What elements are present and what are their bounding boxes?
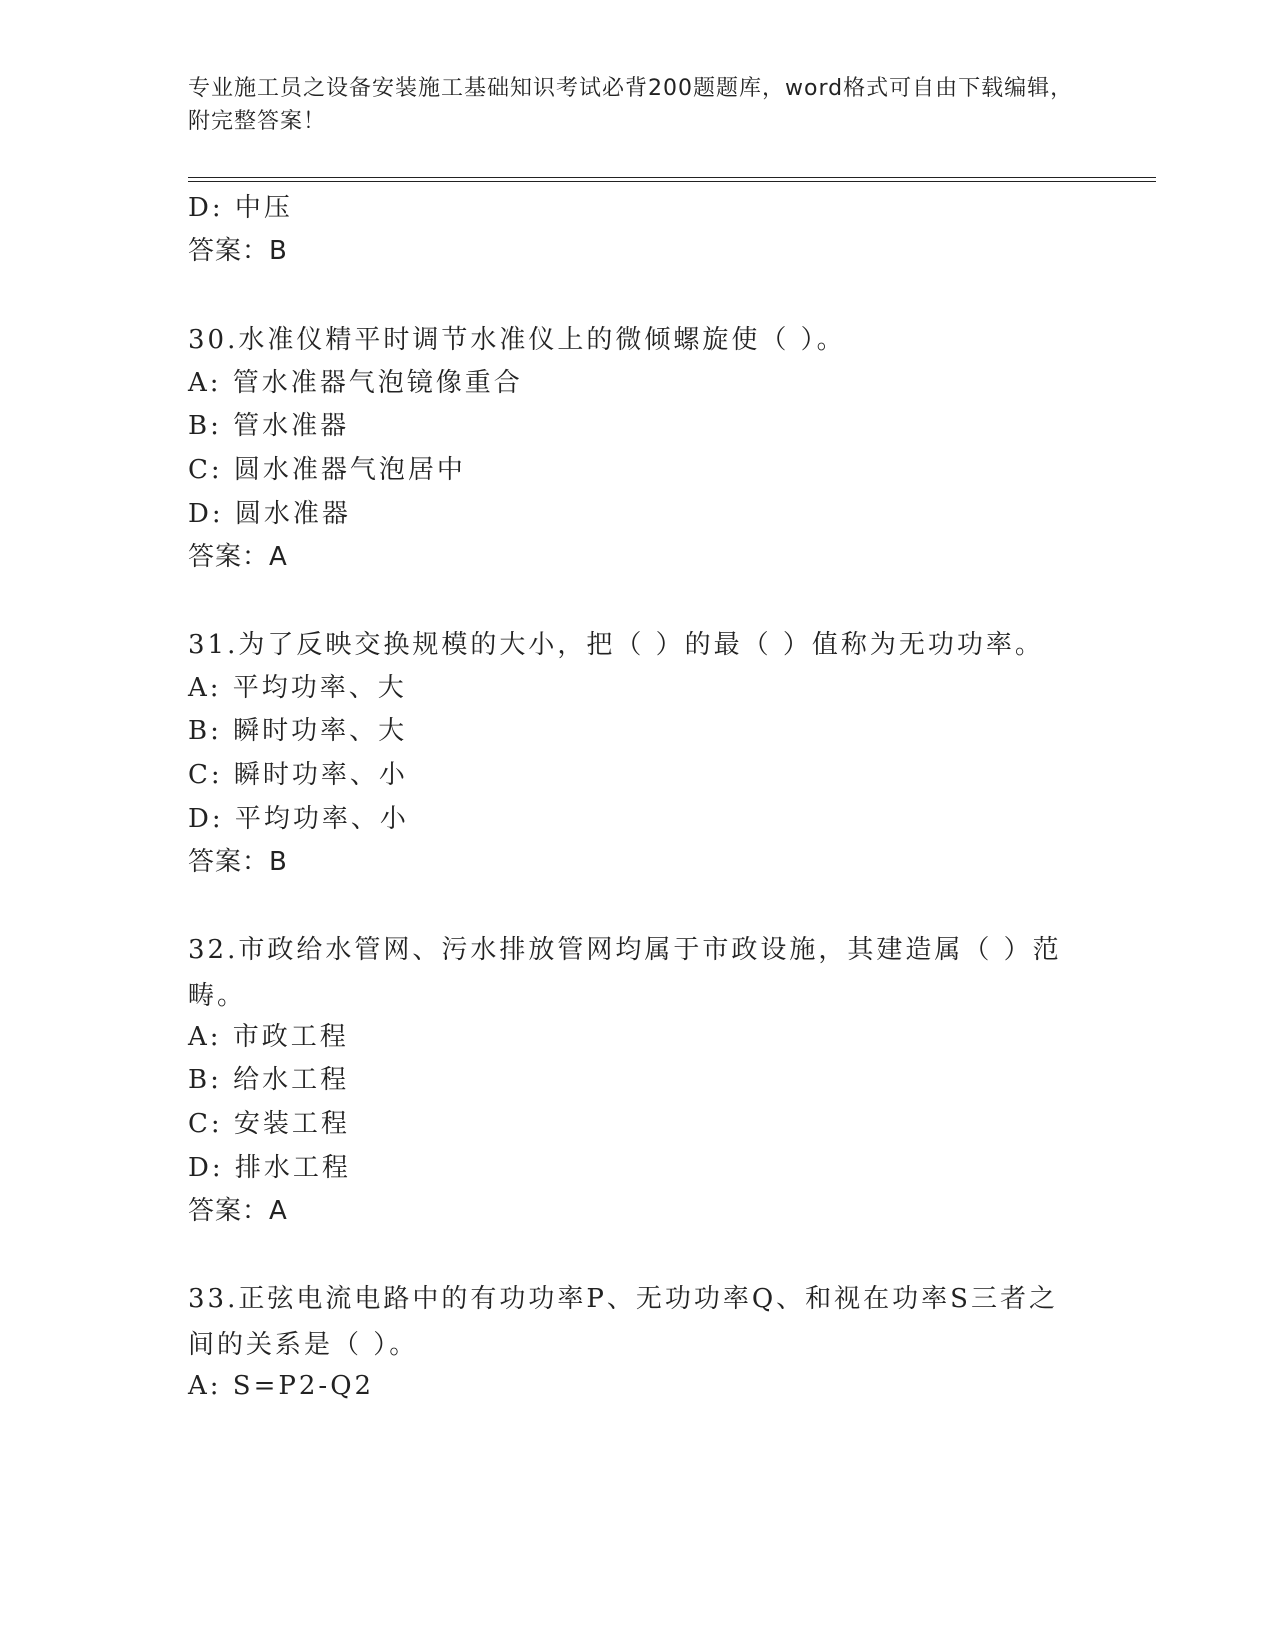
q31-option-b: B: 瞬时功率、大 <box>188 716 408 746</box>
q32-option-c: C: 安装工程 <box>188 1109 350 1139</box>
q30-option-c: C: 圆水准器气泡居中 <box>188 455 466 485</box>
q31-option-c: C: 瞬时功率、小 <box>188 760 408 790</box>
header-rule-top <box>188 177 1156 178</box>
q31-answer: 答案：B <box>188 847 288 877</box>
document-header: 专业施工员之设备安装施工基础知识考试必背200题题库，word格式可自由下载编辑，附完整答案！ <box>188 76 1074 134</box>
q33-option-a: A: S=P2-Q2 <box>188 1371 375 1401</box>
q32-answer: 答案：A <box>188 1196 288 1226</box>
q30-answer: 答案：A <box>188 542 288 572</box>
q32-stem: 32.市政给水管网、污水排放管网均属于市政设施，其建造属（ ）范畴。 <box>188 935 1062 1011</box>
q30-option-a: A: 管水准器气泡镜像重合 <box>188 368 523 398</box>
prev-option-d: D: 中压 <box>188 193 293 223</box>
q30-option-b: B: 管水准器 <box>188 411 350 441</box>
prev-answer: 答案：B <box>188 236 288 266</box>
q31-option-a: A: 平均功率、大 <box>188 673 407 703</box>
q32-option-a: A: 市政工程 <box>188 1022 349 1052</box>
q32-option-b: B: 给水工程 <box>188 1065 350 1095</box>
q30-option-d: D: 圆水准器 <box>188 499 351 529</box>
q31-option-d: D: 平均功率、小 <box>188 804 409 834</box>
q32-option-d: D: 排水工程 <box>188 1153 351 1183</box>
header-rule-bottom <box>188 181 1156 182</box>
q31-stem: 31.为了反映交换规模的大小，把（ ）的最（ ）值称为无功功率。 <box>188 630 1044 660</box>
q30-stem: 30.水准仪精平时调节水准仪上的微倾螺旋使（ ）。 <box>188 325 846 355</box>
q33-stem: 33.正弦电流电路中的有功功率P、无功功率Q、和视在功率S三者之间的关系是（ ）。 <box>188 1284 1058 1360</box>
